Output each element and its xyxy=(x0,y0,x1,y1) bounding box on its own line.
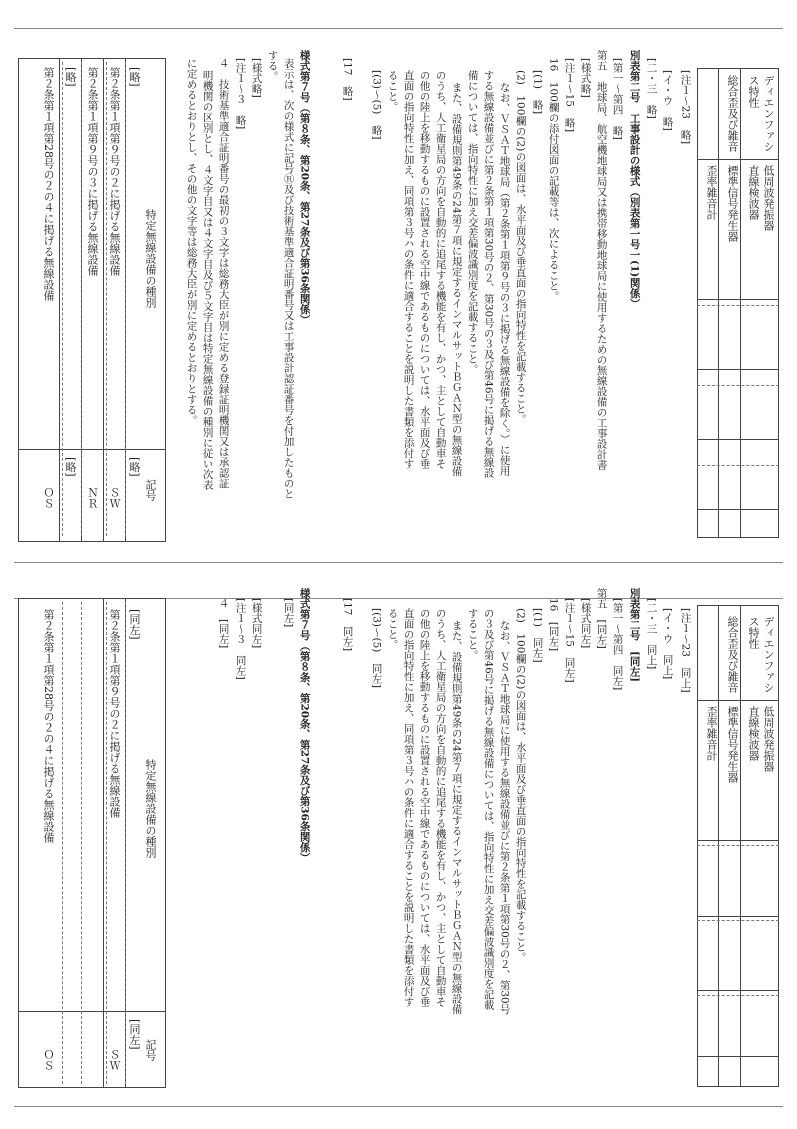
upper-line-20: [17 略] xyxy=(341,58,354,101)
lower-line-10: (2) 100欄の(2)の図面は、水平面及び垂直面の指向特性を記載すること。 xyxy=(514,608,527,963)
upper-col3c: 標準信号発生器 xyxy=(726,165,739,242)
upper-row-4-left: 第２条第１項第28号の２の４に掲げる無線設備 xyxy=(42,67,55,301)
lower-line-2: [二・三 同上] xyxy=(645,598,658,670)
lower-line-0: [注１～23 同上] xyxy=(679,608,692,693)
lower-col1-line2: ス特性 xyxy=(747,616,760,649)
lower-row-2-right: ＯＳ xyxy=(42,1049,55,1071)
lower-line-22: [同左] xyxy=(282,598,295,628)
upper-line-28: に定めるとおりとし、その他の文字等は総務大臣が別に定めるとおりとする。 xyxy=(185,58,198,426)
upper-type-table xyxy=(18,58,166,542)
lower-row-2-left: 第２条第１項第28号の２の４に掲げる無線設備 xyxy=(42,609,55,843)
lower-header-right: 記号 xyxy=(144,1039,157,1061)
lower-line-8: 16 [同左] xyxy=(547,598,560,652)
upper-line-23: する。 xyxy=(266,50,279,82)
upper-line-1: [イ・ウ 略] xyxy=(661,70,674,131)
upper-row-1-right: ＳＷ xyxy=(108,487,121,509)
upper-line-7: [注１～15 略] xyxy=(563,58,576,133)
upper-line-21: 様式第７号（第８条、第20条、第27条及び第36条関係） xyxy=(298,50,311,325)
upper-line-4: [第一～第四 略] xyxy=(611,58,624,140)
lower-header-left: 特定無線設備の種別 xyxy=(144,759,157,858)
lower-col3a: 低周波発振器 xyxy=(762,706,775,772)
upper-line-5: 第五 地球局、航空機地球局又は携帯移動地球局に使用するための無線設備の工事設計書 xyxy=(595,50,608,470)
upper-row-1-left: 第２条第１項第９号の２に掲げる無線設備 xyxy=(108,67,121,276)
upper-line-18: ること。 xyxy=(386,70,399,112)
lower-line-19: [(3)～(5) 同左] xyxy=(370,608,383,688)
upper-line-13: 備については、指向特性に加え交差偏波識別度を記載すること。 xyxy=(466,70,479,375)
lower-row-1-right: ＳＷ xyxy=(108,1049,121,1071)
upper-row-0-left: [略] xyxy=(128,67,141,87)
lower-line-3: 別表第二号 [同左] xyxy=(628,588,641,682)
lower-col2: 総合歪及び雑音 xyxy=(726,616,739,693)
lower-line-21: 様式第７号（第８条、第20条、第27条及び第36条関係） xyxy=(298,588,311,863)
upper-col2: 総合歪及び雑音 xyxy=(726,75,739,152)
upper-row-2-left: 第２条第１項第９号の３に掲げる無線設備 xyxy=(86,67,99,276)
lower-line-4: [第一～第四 同左] xyxy=(611,598,624,691)
upper-col3b: 直線検波器 xyxy=(747,165,760,220)
lower-line-18: ること。 xyxy=(386,608,399,650)
upper-line-19: [(3)～(5) 略] xyxy=(370,70,383,140)
upper-line-2: [二・三 略] xyxy=(645,58,658,119)
upper-row-2-right: ＮＲ xyxy=(86,487,99,509)
lower-line-5: 第五 [同左] xyxy=(595,588,608,649)
upper-row-0-right: [略] xyxy=(128,457,141,477)
lower-line-23: [様式同左] xyxy=(250,598,263,649)
upper-col1-line2: ス特性 xyxy=(747,75,760,108)
lower-col3b: 直線検波器 xyxy=(747,706,760,761)
lower-col3d: 歪率雑音計 xyxy=(705,706,718,761)
lower-line-16: の他の陸上を移動するものに設置される空中線であるものについては、水平面及び垂 xyxy=(418,608,431,1007)
lower-row-0-right: [同左] xyxy=(128,1019,141,1050)
upper-col3d: 歪率雑音計 xyxy=(705,165,718,220)
upper-line-25: [注１～３ 略] xyxy=(234,58,247,130)
upper-header-left: 特定無線設備の種別 xyxy=(144,209,157,308)
upper-row-3-left: [略] xyxy=(64,67,77,87)
upper-row-3-right: [略] xyxy=(64,457,77,477)
upper-col3a: 低周波発振器 xyxy=(762,165,775,231)
upper-col1-line1: ディエンファシ xyxy=(762,75,775,152)
lower-line-20: [17 同左] xyxy=(341,598,354,652)
lower-col3c: 標準信号発生器 xyxy=(726,706,739,783)
upper-line-24: [様式略] xyxy=(250,58,263,98)
lower-row-0-left: [同左] xyxy=(128,609,141,640)
lower-line-9: [(1) 同左] xyxy=(531,608,544,663)
upper-line-22: 表示は、次の様式に記号Ⓡ及び技術基準適合証明番号又は工事設計認証番号を付加したものと xyxy=(282,58,295,499)
upper-header-right: 記号 xyxy=(144,479,157,501)
upper-line-0: [注１～23 略] xyxy=(679,70,692,145)
lower-line-15: のうち、人工衛星局の方向を自動的に追尾する機能を有し、かつ、主として自動車そ xyxy=(434,608,447,1007)
lower-line-13: すること。 xyxy=(466,608,479,661)
lower-line-25: ４ [同左] xyxy=(217,598,230,649)
upper-measure-table xyxy=(697,68,779,538)
upper-line-16: の他の陸上を移動するものに設置される空中線であるものについては、水平面及び垂 xyxy=(418,70,431,469)
upper-line-17: 直面の指向特性に加え、同項第３号ハの条件に適合することを説明した書類を添付す xyxy=(402,70,415,469)
upper-line-15: のうち、人工衛星局の方向を自動的に追尾する機能を有し、かつ、主として自動車そ xyxy=(434,70,447,469)
upper-line-8: 16 100欄の添付図面の記載等は、次によること。 xyxy=(547,58,560,302)
lower-measure-table xyxy=(697,605,779,1087)
lower-col1-line1: ディエンファシ xyxy=(762,616,775,693)
lower-row-1-left: 第２条第１項第９号の２に掲げる無線設備 xyxy=(108,609,121,818)
upper-line-6: [様式略] xyxy=(579,58,592,98)
bottom-rule xyxy=(14,1106,783,1107)
upper-line-3: 別表第二号 工事設計の様式（別表第一号一(1)関係） xyxy=(628,50,641,309)
lower-line-6: [様式同左] xyxy=(579,598,592,649)
lower-line-17: 直面の指向特性に加え、同項第３号ハの条件に適合することを説明した書類を添付す xyxy=(402,608,415,1007)
top-rule xyxy=(14,28,783,29)
lower-line-12: の３及び第46号に掲げる無線設備については、指向特性に加え交差偏波識別度を記載 xyxy=(482,608,495,1010)
lower-line-1: [イ・ウ 同上] xyxy=(661,608,674,680)
lower-line-14: また、設備規則第49条の24第７項に規定するインマルサットＢＧＡＮ型の無線設備 xyxy=(450,620,463,1015)
upper-line-11: なお、ＶＳＡＴ地球局（第２条第１項第９号の３に掲げる無線設備を除く。）に使用 xyxy=(498,82,511,476)
upper-line-10: (2) 100欄の(2)の図面は、水平面及び垂直面の指向特性を記載すること。 xyxy=(514,70,527,425)
lower-line-24: [注１～３ 同左] xyxy=(234,598,247,680)
lower-type-table xyxy=(18,598,166,1088)
middle-rule xyxy=(14,562,783,563)
lower-line-11: なお、ＶＳＡＴ地球局に使用する無線設備並びに第２条第１項第30号の２、第30号 xyxy=(498,620,511,1015)
upper-line-27: 明機関の区別とし、４文字目又は４文字目及び５文字目は特定無線設備の種別に従い次表 xyxy=(201,70,214,490)
upper-line-9: [(1) 略] xyxy=(531,70,544,115)
upper-line-14: また、設備規則第49条の24第７項に規定するインマルサットＢＧＡＮ型の無線設備 xyxy=(450,82,463,477)
upper-row-4-right: ＯＳ xyxy=(42,487,55,509)
lower-line-7: [注１～15 同左] xyxy=(563,598,576,683)
upper-line-12: する無線設備並びに第２条第１項第30号の２、第30号の３及び第46号に掲げる無線設 xyxy=(482,70,495,478)
upper-line-26: ４ 技術基準適合証明番号の最初の３文字は総務大臣が別に定める登録証明機関又は承認証 xyxy=(217,58,230,489)
